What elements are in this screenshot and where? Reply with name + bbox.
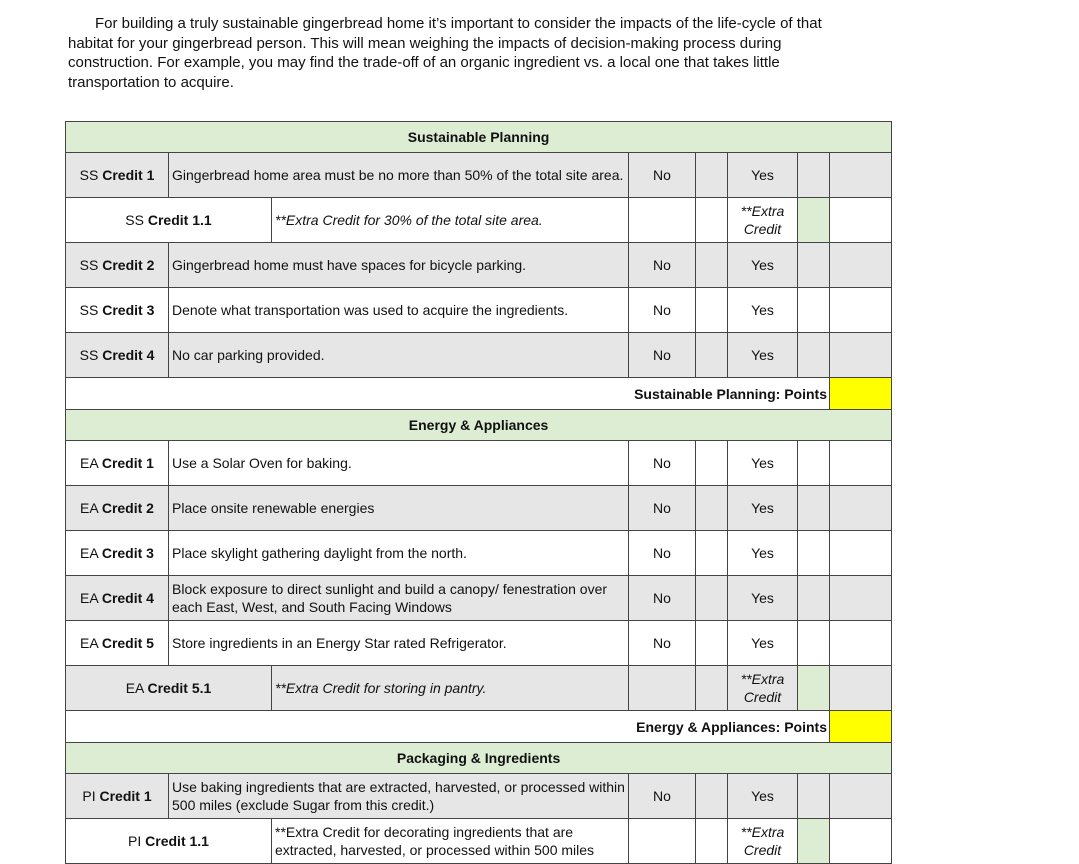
yes-checkbox[interactable] xyxy=(798,288,830,333)
table-row xyxy=(66,288,892,333)
credit-code: EA Credit 4 xyxy=(66,576,169,621)
section-header-row xyxy=(66,122,892,153)
no-option[interactable] xyxy=(629,198,696,243)
credit-code: EA Credit 3 xyxy=(66,531,169,576)
points-cell[interactable] xyxy=(830,621,892,666)
table-row-extra-credit xyxy=(66,198,892,243)
yes-option[interactable]: Yes xyxy=(728,153,798,198)
points-total-label: Sustainable Planning: Points xyxy=(66,378,830,410)
table-row-extra-credit xyxy=(66,666,892,711)
points-cell[interactable] xyxy=(830,774,892,819)
no-checkbox[interactable] xyxy=(696,333,728,378)
extra-credit-label: **Extra Credit xyxy=(728,819,798,864)
no-checkbox[interactable] xyxy=(696,819,728,864)
yes-checkbox[interactable] xyxy=(798,774,830,819)
no-checkbox[interactable] xyxy=(696,288,728,333)
credit-code: PI Credit 1.1 xyxy=(66,819,272,864)
intro-paragraph xyxy=(68,14,868,92)
credit-description: Denote what transportation was used to acquire the ingredients. xyxy=(169,288,629,333)
no-checkbox[interactable] xyxy=(696,153,728,198)
no-option[interactable]: No xyxy=(629,243,696,288)
yes-checkbox[interactable] xyxy=(798,441,830,486)
points-cell[interactable] xyxy=(830,198,892,243)
section-title: Sustainable Planning xyxy=(66,122,892,153)
yes-checkbox[interactable] xyxy=(798,621,830,666)
no-checkbox[interactable] xyxy=(696,666,728,711)
credit-description: No car parking provided. xyxy=(169,333,629,378)
points-cell[interactable] xyxy=(830,576,892,621)
credit-description: Store ingredients in an Energy Star rated Refrigerator. xyxy=(169,621,629,666)
section-title: Packaging & Ingredients xyxy=(66,743,892,774)
no-option[interactable]: No xyxy=(629,486,696,531)
credit-code: EA Credit 5.1 xyxy=(66,666,272,711)
credit-description: **Extra Credit for decorating ingredients that are extracted, harvested, or processed within 500 miles xyxy=(272,819,629,864)
table-row xyxy=(66,774,892,819)
no-checkbox[interactable] xyxy=(696,576,728,621)
extra-credit-checkbox[interactable] xyxy=(798,198,830,243)
yes-option[interactable]: Yes xyxy=(728,621,798,666)
table-row xyxy=(66,486,892,531)
points-total-row xyxy=(66,711,892,743)
yes-option[interactable]: Yes xyxy=(728,576,798,621)
yes-checkbox[interactable] xyxy=(798,531,830,576)
credit-description: Use baking ingredients that are extracted, harvested, or processed within 500 miles (exclude Sugar from this credit.) xyxy=(169,774,629,819)
section-header-row xyxy=(66,410,892,441)
yes-option[interactable]: Yes xyxy=(728,774,798,819)
credit-description: Place skylight gathering daylight from the north. xyxy=(169,531,629,576)
points-total-label: Energy & Appliances: Points xyxy=(66,711,830,743)
no-option[interactable]: No xyxy=(629,576,696,621)
extra-credit-label: **Extra Credit xyxy=(728,666,798,711)
yes-option[interactable]: Yes xyxy=(728,333,798,378)
no-checkbox[interactable] xyxy=(696,441,728,486)
points-cell[interactable] xyxy=(830,333,892,378)
no-checkbox[interactable] xyxy=(696,621,728,666)
credit-description: Gingerbread home must have spaces for bicycle parking. xyxy=(169,243,629,288)
no-option[interactable]: No xyxy=(629,288,696,333)
yes-checkbox[interactable] xyxy=(798,243,830,288)
credits-scorecard-table xyxy=(65,121,892,864)
no-option[interactable]: No xyxy=(629,531,696,576)
no-checkbox[interactable] xyxy=(696,774,728,819)
points-cell[interactable] xyxy=(830,531,892,576)
points-cell[interactable] xyxy=(830,666,892,711)
no-option[interactable]: No xyxy=(629,774,696,819)
points-cell[interactable] xyxy=(830,441,892,486)
credit-code: EA Credit 5 xyxy=(66,621,169,666)
table-row xyxy=(66,621,892,666)
no-option[interactable]: No xyxy=(629,441,696,486)
table-row xyxy=(66,441,892,486)
credit-description: Use a Solar Oven for baking. xyxy=(169,441,629,486)
credit-description: **Extra Credit for 30% of the total site area. xyxy=(272,198,629,243)
extra-credit-label: **Extra Credit xyxy=(728,198,798,243)
no-checkbox[interactable] xyxy=(696,486,728,531)
no-option[interactable]: No xyxy=(629,153,696,198)
yes-option[interactable]: Yes xyxy=(728,486,798,531)
points-cell[interactable] xyxy=(830,486,892,531)
points-total-input[interactable] xyxy=(830,378,892,410)
credit-code: SS Credit 1 xyxy=(66,153,169,198)
yes-option[interactable]: Yes xyxy=(728,288,798,333)
points-total-input[interactable] xyxy=(830,711,892,743)
yes-checkbox[interactable] xyxy=(798,333,830,378)
points-cell[interactable] xyxy=(830,288,892,333)
no-option[interactable]: No xyxy=(629,333,696,378)
credit-description: **Extra Credit for storing in pantry. xyxy=(272,666,629,711)
credit-code: SS Credit 3 xyxy=(66,288,169,333)
extra-credit-checkbox[interactable] xyxy=(798,666,830,711)
yes-option[interactable]: Yes xyxy=(728,531,798,576)
extra-credit-checkbox[interactable] xyxy=(798,819,830,864)
table-row xyxy=(66,243,892,288)
points-total-row xyxy=(66,378,892,410)
yes-option[interactable]: Yes xyxy=(728,243,798,288)
points-cell[interactable] xyxy=(830,819,892,864)
yes-checkbox[interactable] xyxy=(798,486,830,531)
credit-code: SS Credit 4 xyxy=(66,333,169,378)
table-row xyxy=(66,333,892,378)
credit-description: Block exposure to direct sunlight and build a canopy/ fenestration over each East, West, and South Facing Windows xyxy=(169,576,629,621)
credit-code: SS Credit 2 xyxy=(66,243,169,288)
no-option[interactable] xyxy=(629,819,696,864)
section-header-row xyxy=(66,743,892,774)
no-checkbox[interactable] xyxy=(696,531,728,576)
credit-code: SS Credit 1.1 xyxy=(66,198,272,243)
no-option[interactable]: No xyxy=(629,621,696,666)
yes-checkbox[interactable] xyxy=(798,576,830,621)
points-cell[interactable] xyxy=(830,153,892,198)
no-checkbox[interactable] xyxy=(696,198,728,243)
table-row xyxy=(66,531,892,576)
intro-text: For building a truly sustainable gingerbread home it’s important to consider the impacts of the life-cycle of that habitat for your gingerbread person. This will mean weighing the impacts of decision-making process during construction. For example, you may find the trade-off of an organic ingredient vs. a local one that takes little transportation to acquire. xyxy=(68,15,822,91)
points-cell[interactable] xyxy=(830,243,892,288)
table-row xyxy=(66,576,892,621)
credit-description: Gingerbread home area must be no more than 50% of the total site area. xyxy=(169,153,629,198)
credit-code: EA Credit 2 xyxy=(66,486,169,531)
credit-code: PI Credit 1 xyxy=(66,774,169,819)
table-row-extra-credit xyxy=(66,819,892,864)
section-title: Energy & Appliances xyxy=(66,410,892,441)
yes-option[interactable]: Yes xyxy=(728,441,798,486)
no-option[interactable] xyxy=(629,666,696,711)
credit-description: Place onsite renewable energies xyxy=(169,486,629,531)
credit-code: EA Credit 1 xyxy=(66,441,169,486)
no-checkbox[interactable] xyxy=(696,243,728,288)
yes-checkbox[interactable] xyxy=(798,153,830,198)
table-row xyxy=(66,153,892,198)
